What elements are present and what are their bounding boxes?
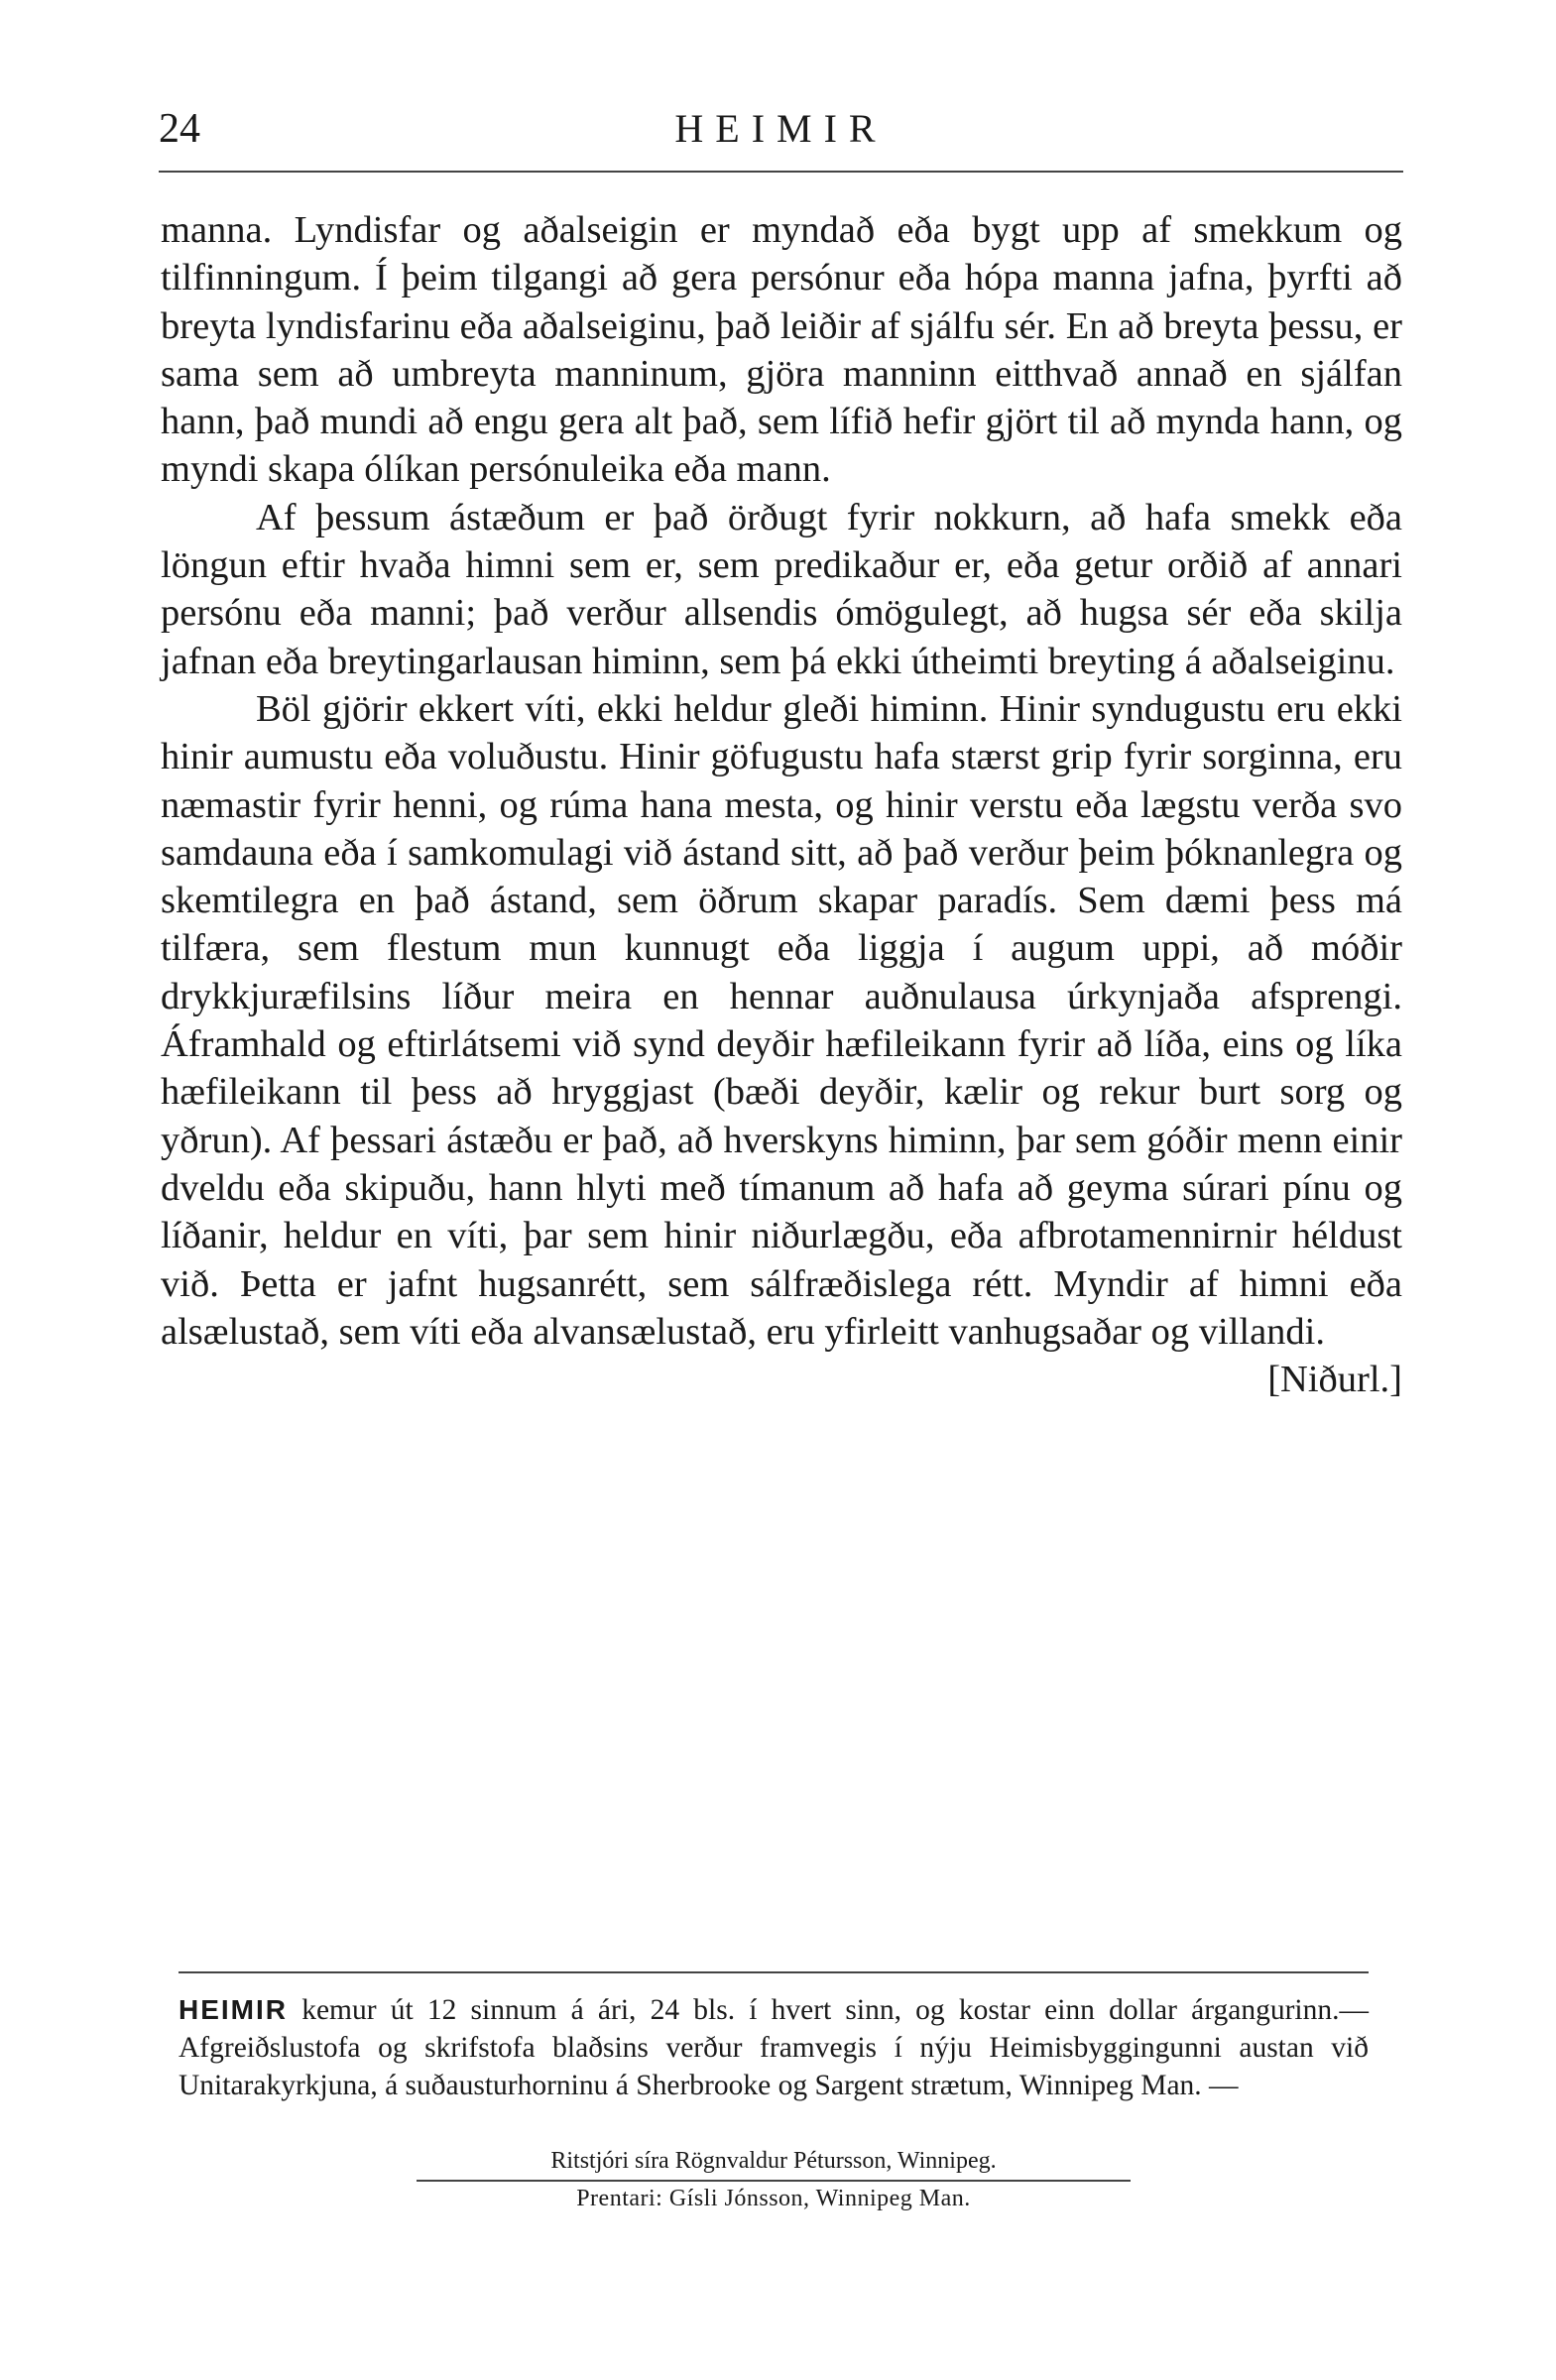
subscription-text: kemur út 12 sinnum á ári, 24 bls. í hvert sinn, og kostar einn dollar árgangurinn.— Afgreiðslustofa og skrifstofa blaðsins verður framvegis í nýju Heimisbyggingunni austan við Unitarakyrkjuna, á suðausturhorninu á Sherbrooke og Sargent strætum, Winnipeg Man. — — [179, 1994, 1369, 2101]
imprint — [179, 1971, 1369, 2211]
editor-line: Ritstjóri síra Rögnvaldur Pétursson, Winnipeg. — [550, 2148, 997, 2174]
imprint-middle-rule — [417, 2180, 1131, 2182]
paragraph-3-text: Böl gjörir ekkert víti, ekki heldur gleði himinn. Hinir syndugustu eru ekki hinir aumustu eða voluðustu. Hinir göfugustu hafa stærst grip fyrir sorginna, eru næmastir fyrir henni, og rúma hana mesta, og hinir verstu eða lægstu verða svo samdauna eða í samkomulagi við ástand sitt, að það verður þeim þóknanlegra og skemtilegra en það ástand, sem öðrum skapar paradís. Sem dæmi þess má tilfæra, sem flestum mun kunnugt eða liggja í augum uppi, að móðir drykkjuræfilsins líður meira en hennar auðnulausa úrkynjaða afsprengi. Áframhald og eftirlátsemi við synd deyðir hæfileikann fyrir að líða, eins og líka hæfileikann til þess að hryggjast (bæði deyðir, kælir og rekur burt sorg og yðrun). Af þessari ástæðu er það, að hverskyns himinn, þar sem góðir menn einir dveldu eða skipuðu, hann hlyti með tímanum að hafa að geyma súrari pínu og líðanir, heldur en víti, þar sem hinir niðurlægðu, eða afbrotamennirnir héldust við. Þetta er jafnt hugsanrétt, sem sálfræðislega rétt. Myndir af himni eða alsælustað, sem víti eða alvansælustað, eru yfirleitt vanhugsaðar og villandi. — [161, 687, 1402, 1353]
header-rule — [159, 171, 1403, 173]
continuation-note: [Niðurl.] — [1267, 1359, 1402, 1401]
running-head — [159, 99, 1403, 159]
paragraph-3 — [161, 685, 1402, 1401]
journal-title: HEIMIR — [674, 106, 888, 151]
paragraph-2: Af þessum ástæðum er það örðugt fyrir nokkurn, að hafa smekk eða löngun eftir hvaða himni sem er, sem predikaður er, eða getur orðið af annari persónu eða manni; það verður allsendis ómögulegt, að hugsa sér eða skilja jafnan eða breytingarlausan himinn, sem þá ekki útheimti breyting á aðalseiginu. — [161, 496, 1402, 682]
printer-line: Prentari: Gísli Jónsson, Winnipeg Man. — [576, 2186, 971, 2211]
imprint-top-rule — [179, 1971, 1369, 1973]
article-body — [161, 206, 1402, 1403]
imprint-journal-name: HEIMIR — [179, 1994, 288, 2025]
paragraph-1: manna. Lyndisfar og aðalseigin er myndað eða bygt upp af smekkum og tilfinningum. Í þeim tilgangi að gera persónur eða hópa manna jafna, þyrfti að breyta lyndisfarinu eða aðalseiginu, það leiðir af sjálfu sér. En að breyta þessu, er sama sem að umbreyta manninum, gjöra manninn eitthvað annað en sjálfan hann, það mundi að engu gera alt það, sem lífið hefir gjört til að mynda hann, og myndi skapa ólíkan persónuleika eða mann. — [161, 209, 1402, 491]
page-number: 24 — [159, 106, 200, 152]
subscription-notice — [179, 1991, 1369, 2104]
